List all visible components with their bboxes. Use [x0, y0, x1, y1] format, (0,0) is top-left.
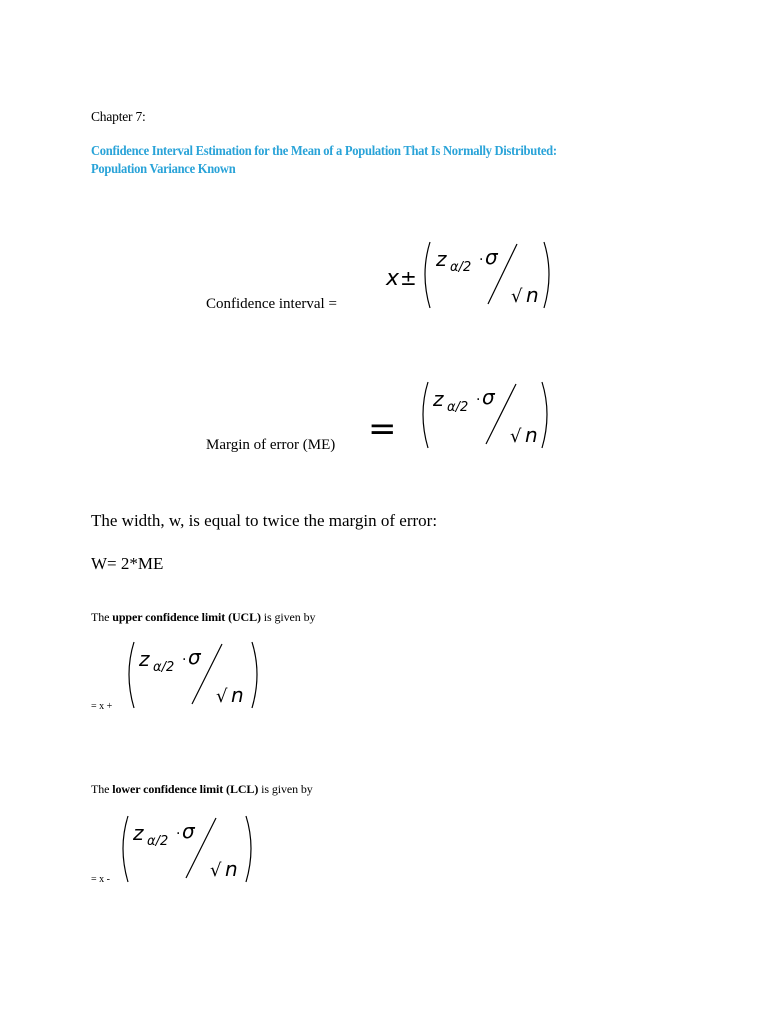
n-symbol: n — [231, 683, 244, 707]
left-paren — [425, 242, 430, 308]
right-paren — [246, 816, 251, 882]
dot-symbol: · — [479, 252, 484, 268]
ucl-sentence: The upper confidence limit (UCL) is given by — [91, 610, 316, 624]
n-symbol: n — [526, 283, 539, 307]
left-paren — [423, 382, 428, 448]
confidence-interval-label: Confidence interval = — [206, 296, 337, 312]
right-paren — [544, 242, 549, 308]
dot-symbol: · — [476, 392, 481, 408]
ucl-lhs: = x + — [91, 701, 113, 712]
dot-symbol: · — [176, 826, 181, 842]
lcl-formula — [118, 812, 263, 897]
heading-line-1: Confidence Interval Estimation for the Mean of a Population That Is Normally Distributed: — [91, 143, 557, 158]
sigma-symbol: σ — [188, 645, 201, 669]
margin-of-error-formula — [418, 378, 558, 463]
left-paren — [129, 642, 134, 708]
equals-sign: = — [368, 409, 397, 449]
sigma-symbol: σ — [482, 385, 495, 409]
n-symbol: n — [225, 857, 238, 881]
plus-minus-symbol: ± — [400, 266, 417, 290]
alpha-half-subscript: α/2 — [447, 400, 469, 415]
sqrt-symbol: √ — [210, 860, 222, 881]
lcl-lhs: = x - — [91, 874, 110, 885]
width-sentence: The width, w, is equal to twice the margin of error: — [91, 511, 438, 530]
x-bar-symbol: x — [386, 266, 400, 291]
chapter-label: Chapter 7: — [91, 109, 146, 124]
sqrt-symbol: √ — [216, 686, 228, 707]
dot-symbol: · — [182, 652, 187, 668]
n-symbol: n — [525, 423, 538, 447]
left-paren — [123, 816, 128, 882]
lcl-sentence: The lower confidence limit (LCL) is given by — [91, 782, 313, 796]
sigma-symbol: σ — [485, 245, 498, 269]
z-symbol: z — [139, 647, 150, 671]
right-paren — [542, 382, 547, 448]
alpha-half-subscript: α/2 — [450, 260, 472, 275]
z-symbol: z — [133, 821, 144, 845]
sigma-symbol: σ — [182, 819, 195, 843]
z-symbol: z — [436, 247, 447, 271]
ucl-formula — [124, 638, 269, 723]
ucl-term: upper confidence limit (UCL) — [112, 610, 261, 624]
z-symbol: z — [433, 387, 444, 411]
lcl-term: lower confidence limit (LCL) — [112, 782, 259, 796]
heading-line-2: Population Variance Known — [91, 161, 236, 176]
sqrt-symbol: √ — [511, 286, 523, 307]
section-heading — [91, 142, 557, 178]
right-paren — [252, 642, 257, 708]
margin-of-error-label: Margin of error (ME) — [206, 437, 336, 453]
width-formula: W= 2*ME — [91, 554, 164, 573]
alpha-half-subscript: α/2 — [147, 834, 169, 849]
alpha-half-subscript: α/2 — [153, 660, 175, 675]
confidence-interval-formula — [380, 238, 555, 323]
sqrt-symbol: √ — [510, 426, 522, 447]
